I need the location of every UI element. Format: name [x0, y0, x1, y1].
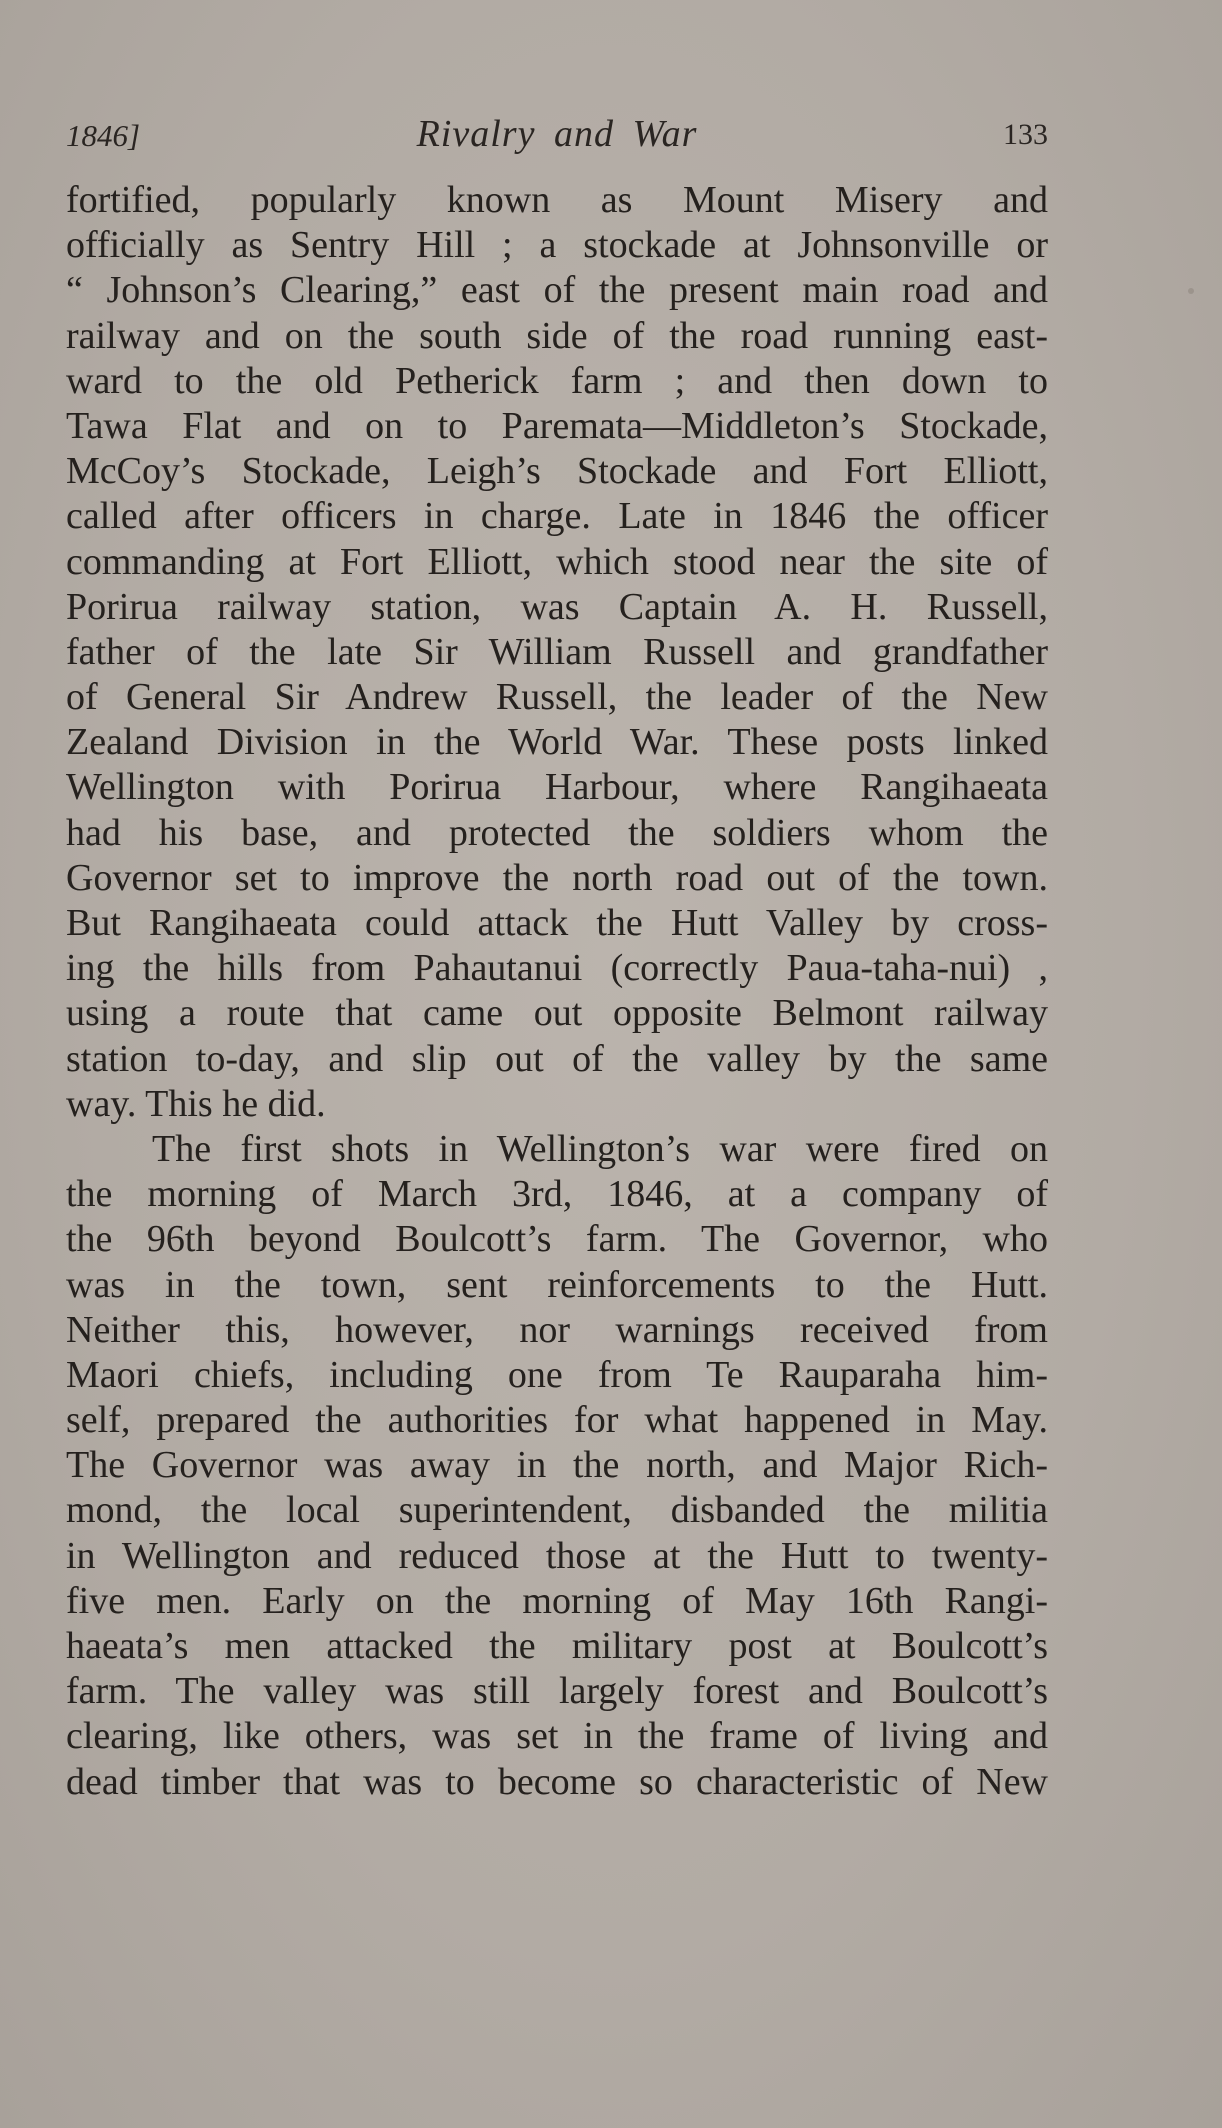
text-line: mond, the local superintendent, disbanded the militia	[66, 1489, 1048, 1532]
text-line: McCoy’s Stockade, Leigh’s Stockade and Fort Elliott,	[66, 450, 1048, 493]
text-line: “ Johnson’s Clearing,” east of the present main road and	[66, 269, 1048, 312]
text-line: self, prepared the authorities for what happened in May.	[66, 1399, 1048, 1442]
text-line: using a route that came out opposite Belmont railway	[66, 992, 1048, 1035]
text-line: officially as Sentry Hill ; a stockade at Johnsonville or	[66, 224, 1048, 267]
text-line: called after officers in charge. Late in 1846 the officer	[66, 495, 1048, 538]
text-line: was in the town, sent reinforcements to the Hutt.	[66, 1263, 1048, 1306]
paragraph-end-line: way. This he did.	[66, 1082, 326, 1125]
text-line: father of the late Sir William Russell and grandfather	[66, 630, 1048, 673]
text-line: the 96th beyond Boulcott’s farm. The Governor, who	[66, 1218, 1048, 1261]
text-line: had his base, and protected the soldiers whom the	[66, 811, 1048, 854]
header-chapter-title: Rivalry and War	[416, 113, 698, 155]
text-line: haeata’s men attacked the military post at Boulcott’s	[66, 1625, 1048, 1667]
text-line: of General Sir Andrew Russell, the leader of the New	[66, 676, 1048, 719]
text-line: Maori chiefs, including one from Te Rauparaha him-	[66, 1353, 1048, 1396]
text-line: station to-day, and slip out of the valley by the same	[66, 1037, 1048, 1080]
text-line: dead timber that was to become so characteristic of New	[66, 1760, 1048, 1803]
paper-speck	[1188, 288, 1194, 294]
body-text	[66, 178, 1048, 1805]
text-line: Governor set to improve the north road out of the town.	[66, 856, 1048, 899]
header-year: 1846]	[66, 118, 141, 153]
paragraph-start-line: The first shots in Wellington’s war were fired on	[152, 1127, 1048, 1170]
page-number: 133	[1003, 118, 1048, 151]
text-line: But Rangihaeata could attack the Hutt Valley by cross-	[66, 902, 1048, 944]
text-line: ing the hills from Pahautanui (correctly Paua-taha-nui) ,	[66, 947, 1048, 990]
text-line: Tawa Flat and on to Paremata—Middleton’s Stockade,	[66, 404, 1048, 447]
text-line: Porirua railway station, was Captain A. H. Russell,	[66, 585, 1048, 628]
text-line: Zealand Division in the World War. These posts linked	[66, 721, 1048, 764]
text-line: Wellington with Porirua Harbour, where Rangihaeata	[66, 766, 1048, 809]
text-line: five men. Early on the morning of May 16th Rangi-	[66, 1579, 1048, 1622]
text-line: clearing, like others, was set in the frame of living and	[66, 1715, 1048, 1758]
text-line: the morning of March 3rd, 1846, at a company of	[66, 1173, 1048, 1216]
text-line: farm. The valley was still largely forest and Boulcott’s	[66, 1670, 1048, 1713]
text-line: commanding at Fort Elliott, which stood near the site of	[66, 540, 1048, 583]
text-line: Neither this, however, nor warnings received from	[66, 1308, 1048, 1351]
text-line: The Governor was away in the north, and Major Rich-	[66, 1444, 1048, 1487]
text-line: fortified, popularly known as Mount Misery and	[66, 179, 1048, 221]
text-line: ward to the old Petherick farm ; and then down to	[66, 359, 1048, 402]
text-line: railway and on the south side of the road running east-	[66, 314, 1048, 357]
running-head	[66, 112, 1048, 160]
text-line: in Wellington and reduced those at the Hutt to twenty-	[66, 1534, 1048, 1577]
